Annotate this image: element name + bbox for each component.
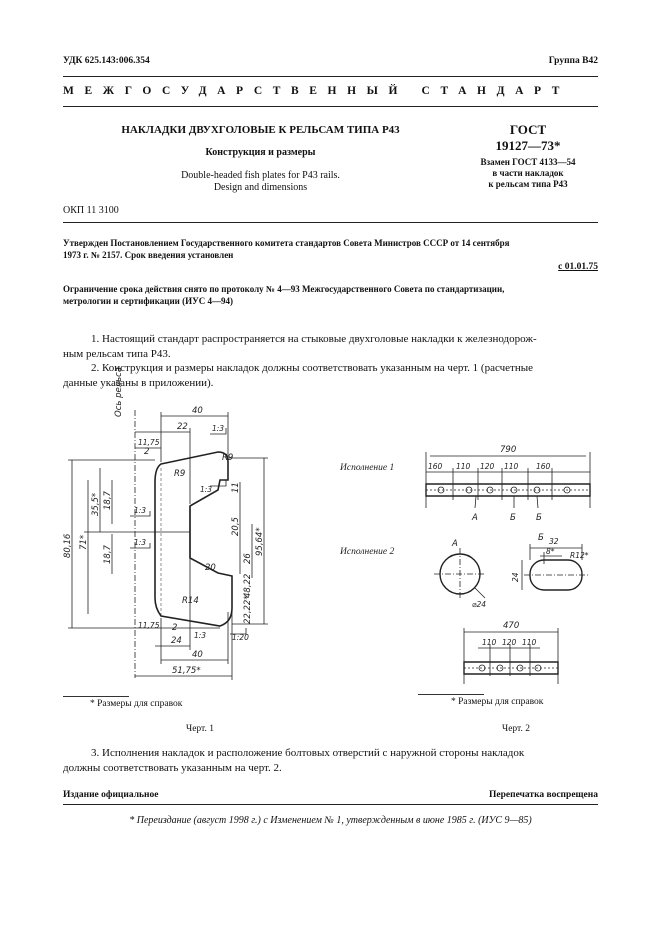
dimension-label: 22,22* [243,595,253,624]
fig1-note: * Размеры для справок [90,699,183,709]
udk-code: УДК 625.143:006.354 [63,56,150,66]
gost-replaces-1: Взамен ГОСТ 4133—54 [480,157,576,167]
paragraph-3-line-2: должны соответствовать указанным на черт. 2. [63,762,282,774]
fig2-caption: Черт. 2 [502,724,530,734]
footer-no-reprint: Перепечатка воспрещена [488,790,598,800]
standard-type: МЕЖГОСУДАРСТВЕННЫЙ СТАНДАРТ [63,85,571,97]
dimension-label: 470 [503,621,520,631]
dimension-label: 32 [549,537,559,546]
gost-number: 19127—73* [495,138,561,153]
fig1-note-rule [63,696,129,697]
dimension-label: 35,5* [91,492,101,516]
dimension-label: 71* [79,534,89,550]
approval-line-2: 1973 г. № 2157. Срок введения установлен [63,250,234,260]
limitation-line-2: метрологии и сертификации (ИУС 4—94) [63,296,233,306]
dimension-label: 20,5 [231,517,241,536]
dimension-label: ⌀24 [472,600,487,609]
dimension-label: 2 [172,623,178,633]
dimension-label: 160 [428,462,443,471]
reprint-note: * Переиздание (август 1998 г.) с Изменением № 1, утвержденным в июне 1985 г. (ИУС 9—85) [129,815,532,826]
footer-rule [63,804,598,805]
dimension-label: 1:3 [200,485,213,494]
dimension-label: R9 [174,469,186,479]
dimension-label: 160 [536,462,551,471]
approval-line-1: Утвержден Постановлением Государственного комитета стандартов Совета Министров СССР от 14 сентября [63,238,510,248]
dimension-label: 110 [482,638,497,647]
approval-date: с 01.01.75 [558,262,598,272]
dimension-label: 11,75 [138,438,160,447]
dimension-label: А [452,539,458,549]
dimension-label: 1:3 [212,424,225,433]
gost-replaces-3: к рельсам типа Р43 [488,179,568,189]
title-en-2: Design and dimensions [213,182,308,193]
dimension-label: 18,7 [103,491,113,510]
dimension-label: 51,75* [172,666,201,676]
dimension-label: 120 [480,462,495,471]
variant-1-label: Исполнение 1 [340,463,395,473]
dimension-label: 24 [511,572,520,582]
dimension-label: 80,16 [63,533,73,558]
dimension-label: 1:3 [194,631,207,640]
dimension-label: 110 [456,462,471,471]
gost-label: ГОСТ [509,122,547,137]
header-rule-bottom [63,106,598,107]
dimension-label: 120 [502,638,517,647]
dimension-label: 1:20 [232,633,249,642]
dimension-label: 11,75 [138,621,160,630]
okp-code: ОКП 11 3100 [63,205,119,216]
dimension-label: R12* [570,551,589,560]
footer-official: Издание официальное [63,790,159,800]
paragraph-1-line-1: 1. Настоящий стандарт распространяется на стыковые двухголовые накладки к железнодорож- [91,333,537,345]
dimension-label: R9 [222,453,234,463]
paragraph-3-line-1: 3. Исполнения накладок и расположение болтовых отверстий с наружной стороны накладок [91,747,525,759]
group-code: Группа В42 [548,56,598,66]
limitation-line-1: Ограничение срока действия снято по протоколу № 4—93 Межгосударственного Совета по стандартизации, [63,284,505,294]
title-rule [63,222,598,223]
dimension-label: 40 [192,406,203,416]
figure-2-drawing [330,440,605,690]
dimension-label: 1:3 [134,538,147,547]
dimension-label: 48,22 [243,573,253,598]
plate-variant-2 [464,662,558,674]
dimension-label: А [472,513,478,523]
dimension-label: 110 [522,638,537,647]
dimension-label: 24 [171,636,182,646]
dimension-label: 40 [192,650,203,660]
fig2-note-rule [418,694,484,695]
fig1-caption: Черт. 1 [186,724,214,734]
dimension-label: 20 [205,563,216,573]
title-ru-sub: Конструкция и размеры [205,147,316,158]
variant-2-label: Исполнение 2 [340,547,395,557]
header-rule-top [63,76,598,77]
dimension-label: Б [536,513,542,523]
dimension-label: 26 [243,553,253,564]
paragraph-2-line-1: 2. Конструкция и размеры накладок должны соответствовать указанным на черт. 1 (расчетные [91,362,534,374]
dimension-label: 8* [546,547,555,556]
dimension-label: 18,7 [103,545,113,564]
title-ru: НАКЛАДКИ ДВУХГОЛОВЫЕ К РЕЛЬСАМ ТИПА Р43 [121,124,400,136]
dimension-label: 110 [504,462,519,471]
dimension-label: 790 [500,445,517,455]
dimension-label: Б [510,513,516,523]
dimension-label: 22 [177,422,188,432]
dimension-label: 1:3 [134,506,147,515]
rail-axis-label: Ось рельса [114,366,124,417]
title-en-1: Double-headed fish plates for P43 rails. [181,170,340,181]
gost-replaces-2: в части накладок [492,168,564,178]
dimension-label: R14 [182,596,199,606]
dimension-label: 11 [231,482,241,493]
paragraph-2-line-2: данные указаны в приложении). [63,377,214,389]
dimension-label: 95,64* [255,527,265,556]
fig2-note: * Размеры для справок [451,697,544,707]
paragraph-1-line-2: ным рельсам типа Р43. [63,348,171,360]
dimension-label: Б [538,533,544,543]
dimension-label: 2 [144,447,150,457]
